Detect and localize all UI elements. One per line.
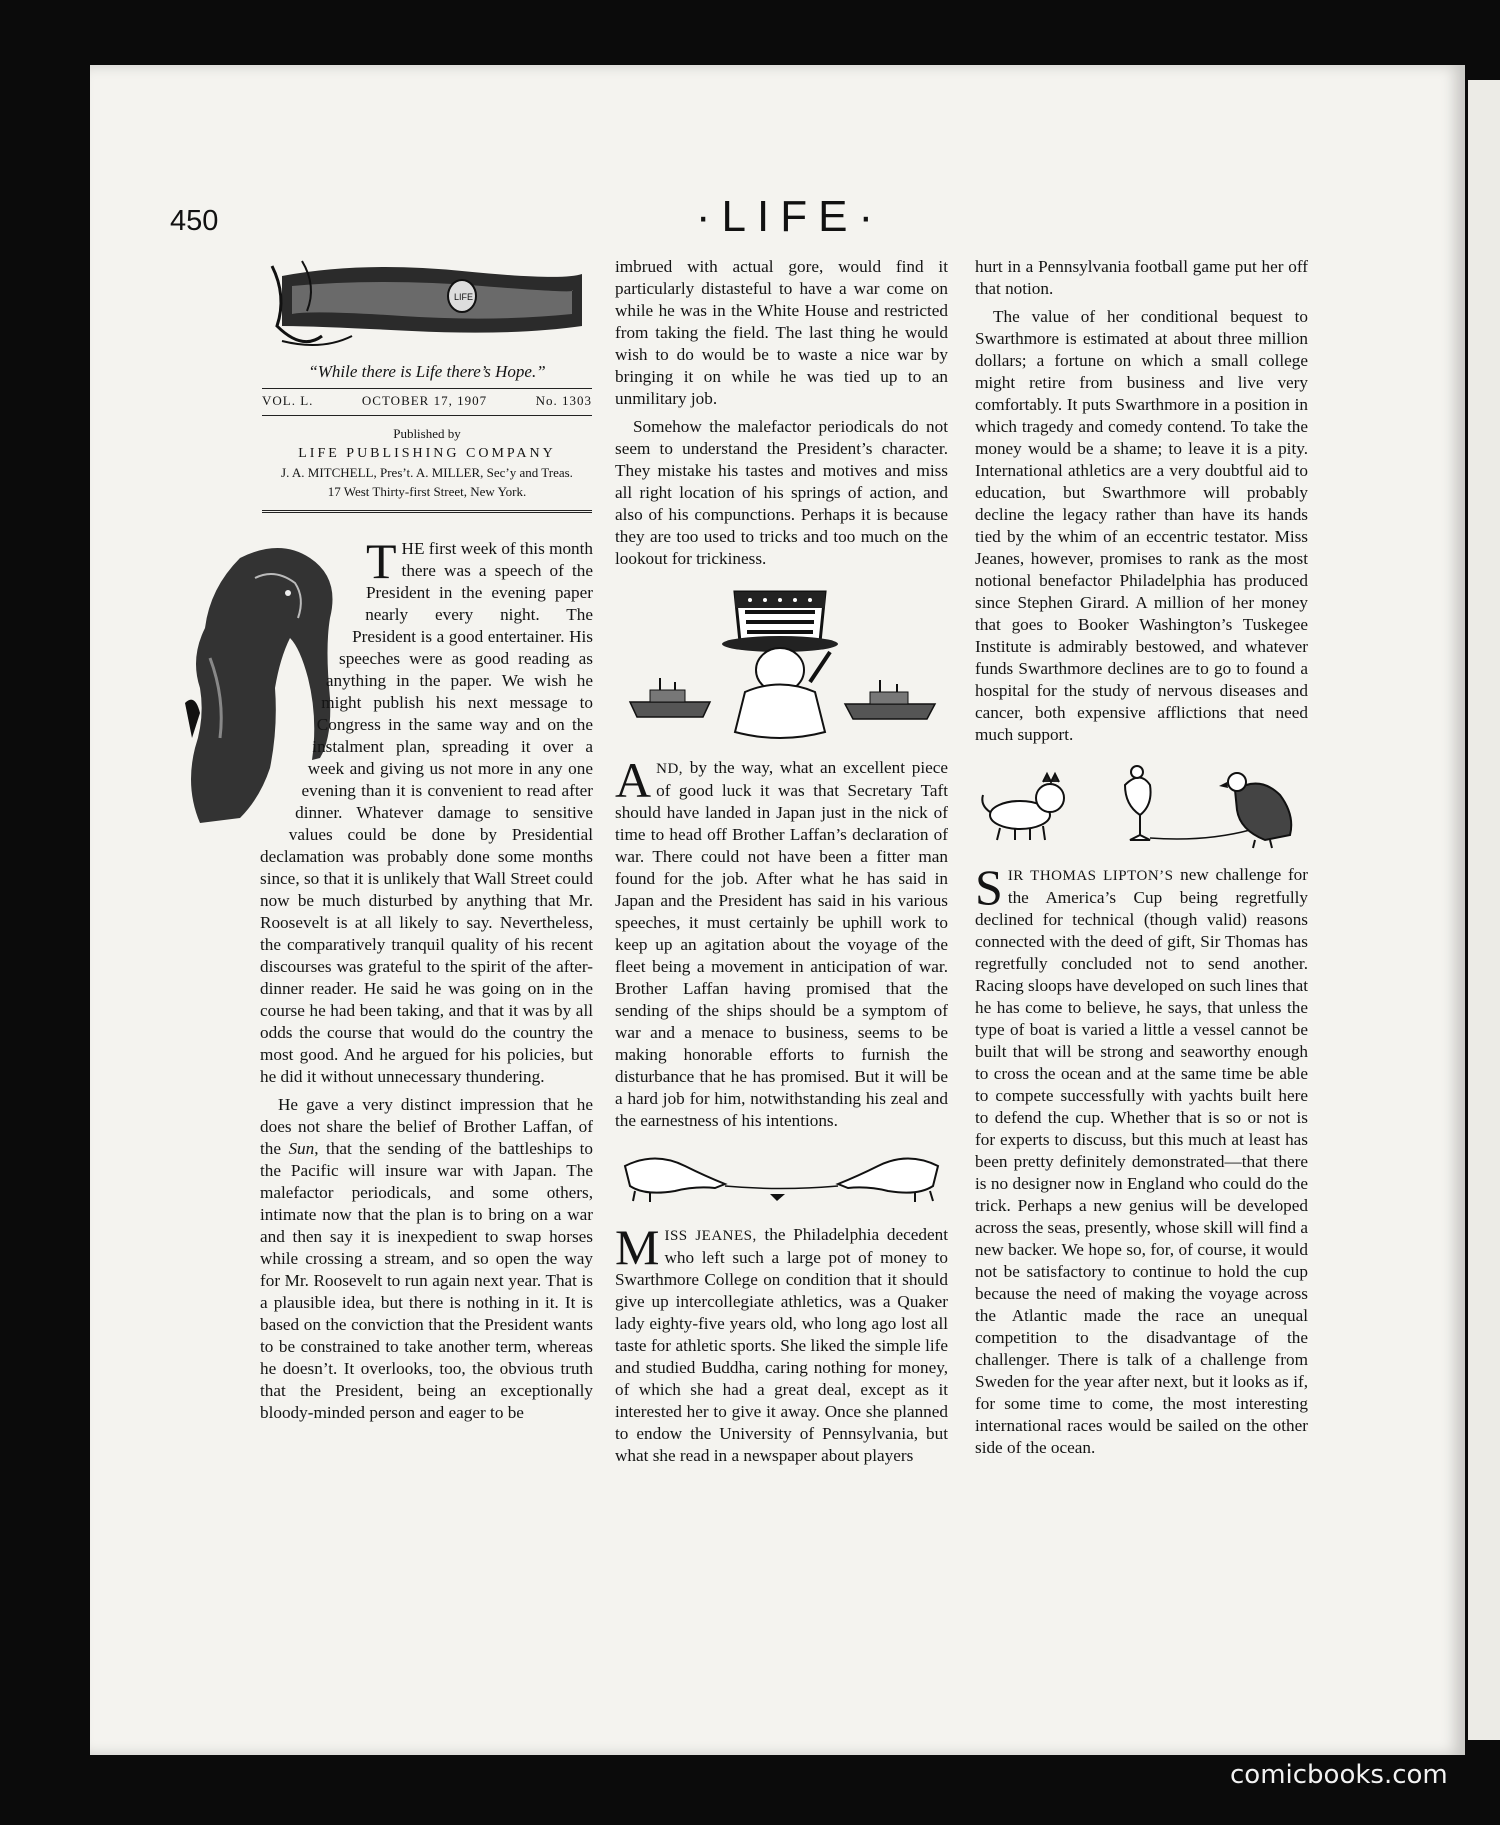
dropcap: S [975,859,1003,915]
editorial-header [262,256,592,513]
svg-text:LIFE: LIFE [454,292,474,302]
sun-newspaper: Sun [288,1139,315,1158]
issue-date: OCTOBER 17, 1907 [361,393,488,408]
publisher-name: LIFE PUBLISHING COMPANY [298,446,556,461]
article-elephant-text: HE first week of this month there was a speech of the President in the evening paper nearly every night. The President is a good entertainer. His speeches were as good reading as anything in the paper. We wish he might publish his next message to Congress in the same way and on the instalment plan, spreading it over a week and giving us not more in any one evening than it is convenient to read after dinner. Whatever damage to sensitive values could be done by Presidential declamation was probably done some months since, so that it is unlikely that Wall Street could now be much disturbed by anything that Mr. Roosevelt is at all likely to say. Nevertheless, the comparatively tranquil quality of his recent discourses was grateful to the spirit of the after-dinner reader. He said he was going on in the course he had been taking, and that it was by all odds the course that would do the country the most good. And he argued for his policies, but he did it without unnecessary thundering. [260,539,593,1086]
column-3 [975,256,1308,1465]
column-2 [615,256,948,1473]
geese-tug-of-war-illustration-icon [615,1146,948,1206]
life-banner-illustration-icon [262,256,592,356]
paragraph: imbrued with actual gore, would find it particularly distasteful to have a war come on while he was in the White House and restricted from taking the field. The last thing he would wish to do would be to waste a nice war by bringing it on while he was tied up to an unmilitary job. [615,257,948,408]
rule [262,388,592,389]
motto: “While there is Life there’s Hope.” [308,362,546,381]
rule [262,415,592,416]
volume-line [262,393,592,409]
publisher-address: 17 West Thirty-first Street, New York. [327,484,527,499]
next-page-edge [1468,80,1500,1740]
article-lipton-text: new challenge for the America’s Cup being regretfully declined for technical (though valid) reasons connected with the deed of gift, Sir Thomas has regretfully concluded not to send another. Racing sloops have developed on such lines that he has come to believe, he says, that unless the type of boat is varied a little a vessel cannot be built that will be strong and seaworthy enough to cross the ocean and at the same time be able to compete successfully with yachts built here to defend the cup. Whether that is so or not is for experts to discuss, but this much at least has been pretty definitely demonstrated—that there is no designer now in England who could do the trick. Perhaps a new genius will be developed across the seas, presently, whose skill will find a new backer. We hope so, for, of course, it would not be satisfactory to continue to hold the cup because the need of making the voyage across the Atlantic made the race an unequal competition to the disadvantage of the challenger. There is talk of a challenge from Sweden for the year after next, but it looks as if, for some time to come, the most interesting international races would be sailed on the other side of the ocean. [975,865,1309,1457]
lead-in: IR THOMAS LIPTON’S [1007,868,1174,884]
article-jeanes-text: the Philadelphia decedent who left such a large pot of money to Swarthmore College on condition that it should give up intercollegiate athletics, was a Quaker lady eighty-five years old, who long ago lost all taste for athletic sports. She liked the simple life and studied Buddha, caring nothing for money, of which she had a great deal, except as it interested her to give it away. Once she planned to endow the University of Pennsylvania, but what she read in a newspaper about players [615,1225,948,1465]
article-laffan-text-a: He gave a very distinct impression that he does not share the belief of Brother Laffan, of the [260,1095,593,1158]
published-by: Published by [393,426,461,441]
issue-number: No. 1303 [535,393,592,408]
watermark: comicbooks.com [1230,1760,1448,1790]
dropcap: A [615,752,652,808]
volume: VOL. L. [262,393,314,408]
lead-in: ISS JEANES, [664,1228,757,1244]
lion-cup-eagle-illustration-icon [975,760,1308,850]
paragraph: Somehow the malefactor periodicals do not seem to understand the President’s character. They mistake his tastes and motives and miss all right location of his springs of action, and also of his compunctions. Perhaps it is because they are too used to tricks and too much on the lookout for trickiness. [615,417,948,568]
page-number: 450 [170,205,219,237]
baby-uncle-sam-battleships-illustration-icon [615,582,948,747]
double-rule [262,510,592,513]
column-1 [260,533,593,1430]
paragraph: The value of her conditional bequest to Swarthmore is estimated at about three million dollars; a fortune on which a small college might retire from business and live very comfortably. It puts Swarthmore in a position in which tragedy and comedy contend. To take the money would be a shame; to leave it is a pity. International athletics are a very doubtful aid to education, but Swarthmore will probably decline the legacy rather than have its hands tied by the whim of an eccentric testator. Miss Jeanes, however, promises to rank as the most notional benefactor Philadelphia has produced since Stephen Girard. A million of her money that goes to Booker Washington’s Tuskegee Institute is admirably bestowed, and whatever funds Swarthmore declines are to go to found a hospital for the study of nervous diseases and cancer, both expensive afflictions that need much support. [975,307,1308,744]
masthead: ·LIFE· [695,192,885,241]
lead-in: ND, [656,761,684,777]
article-taft-text: by the way, what an excellent piece of good luck it was that Secretary Taft should have landed in Japan just in the nick of time to head off Brother Laffan’s declaration of war. There could not have been a fitter man found for the job. After what he has said in Japan and the President has said in his various speeches, it must certainly be uphill work to keep up an agitation about the voyage of the fleet being a movement in anticipation of war. Brother Laffan having promised that the sending of the ships should be a symptom of war and a menace to business, seems to be making honorable efforts to furnish the disturbance that he has promised. But it will be a hard job for him, notwithstanding his zeal and the earnestness of his intentions. [615,758,948,1130]
dropcap: T [366,533,397,589]
dropcap: M [615,1219,660,1275]
article-laffan-text-b: , that the sending of the battleships to the Pacific will insure war with Japan. The malefactor periodicals, and some others, intimate now that the plan is to bring on a war and then say it is inexpedient to swap horses while crossing a stream, and so open the way for Mr. Roosevelt to run again next year. That is a plausible idea, but there is nothing in it. It is based on the conviction that the President wants to be constrained to take another term, whereas he doesn’t. It overlooks, too, the obvious truth that the President, being an exceptionally bloody-minded person and eager to be [260,1139,593,1422]
officers: J. A. MITCHELL, Pres’t. A. MILLER, Sec’y and Treas. [281,465,573,480]
paragraph: hurt in a Pennsylvania football game put her off that notion. [975,257,1308,298]
